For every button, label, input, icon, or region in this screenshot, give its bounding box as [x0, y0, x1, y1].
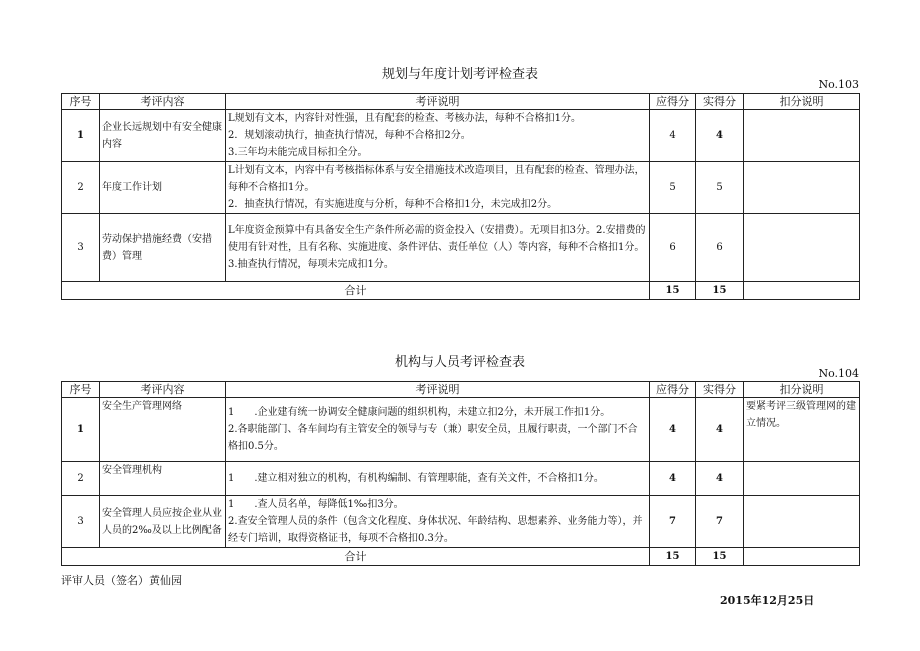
total-label: 合计 [62, 282, 650, 300]
explanation-item: 2．规划滚动执行，抽查执行情况，每种不合格扣2分。 [228, 130, 471, 141]
table1-title: 规划与年度计划考评检查表 [381, 67, 538, 82]
review-date: 2015年12月25日 [720, 594, 815, 607]
explanation-item: 1 .企业建有统一协调安全健康问题的组织机构，未建立扣2分，未开展工作扣1分。 [228, 407, 611, 418]
row-actual-score: 7 [696, 496, 744, 548]
row-actual-score: 5 [696, 162, 744, 214]
row-content: 年度工作计划 [100, 162, 226, 214]
row-due-score: 4 [650, 110, 696, 162]
table2-number: No.104 [818, 367, 859, 380]
row-content: 安全管理人员应按企业从业人员的2‰及以上比例配备 [100, 496, 226, 548]
explanation-item: 2.查安全管理人员的条件（包含文化程度、身体状况、年龄结构、思想素养、业务能力等），并经专门培训，取得资格证书，每项不合格扣0.3分。 [228, 516, 643, 544]
row-due-score: 7 [650, 496, 696, 548]
header-due-score: 应得分 [650, 382, 696, 398]
total-due: 15 [650, 548, 696, 566]
row-due-score: 6 [650, 214, 696, 282]
row-seq: 1 [62, 110, 100, 162]
table-row [62, 496, 860, 548]
row-actual-score: 4 [696, 398, 744, 462]
explanation-item: 2．抽查执行情况，有实施进度与分析，每种不合格扣1分，未完成扣2分。 [228, 199, 558, 210]
header-explanation: 考评说明 [226, 94, 650, 110]
header-content: 考评内容 [100, 94, 226, 110]
row-seq: 2 [62, 462, 100, 496]
reviewer-signature: 评审人员（签名）黄仙园 [61, 574, 182, 587]
explanation-item: 1 .查人员名单，每降低1‰扣3分。 [228, 499, 404, 510]
header-actual-score: 实得分 [696, 94, 744, 110]
row-deduction-note [744, 496, 860, 548]
total-row [62, 548, 860, 566]
table2-header-row [62, 382, 860, 398]
explanation-item: 3.抽查执行情况，每项未完成扣1分。 [228, 259, 394, 270]
table2-title: 机构与人员考评检查表 [394, 355, 525, 370]
explanation-item: 2.各职能部门、各车间均有主管安全的领导与专（兼）职安全员，且履行职责，一个部门不合格扣0.5分。 [228, 424, 638, 452]
table2 [61, 381, 860, 566]
row-actual-score: 4 [696, 110, 744, 162]
table-row [62, 462, 860, 496]
total-note [744, 548, 860, 566]
total-got: 15 [696, 548, 744, 566]
table1-number: No.103 [818, 78, 859, 91]
row-deduction-note [744, 462, 860, 496]
explanation-item: L年度资金预算中有具备安全生产条件所必需的资金投入（安措费）。无项目扣3分。2.安措费的使用有针对性，且有名称、实施进度、条件评估、责任单位（人）等内容，每种不合格扣1分。 [228, 225, 646, 253]
table-row [62, 398, 860, 462]
row-explanation [226, 496, 650, 548]
header-deduction-note: 扣分说明 [744, 382, 860, 398]
row-seq: 3 [62, 496, 100, 548]
row-due-score: 4 [650, 398, 696, 462]
header-due-score: 应得分 [650, 94, 696, 110]
row-due-score: 4 [650, 462, 696, 496]
explanation-item: 3.三年均未能完成目标扣全分。 [228, 147, 368, 158]
header-actual-score: 实得分 [696, 382, 744, 398]
row-seq: 2 [62, 162, 100, 214]
row-content: 劳动保护措施经费（安措费）管理 [100, 214, 226, 282]
explanation-item: L计划有文本，内容中有考核指标体系与安全措施技术改造项目，且有配套的检查、管理办法，每种不合格扣1分。 [228, 165, 645, 193]
row-due-score: 5 [650, 162, 696, 214]
row-actual-score: 4 [696, 462, 744, 496]
row-actual-score: 6 [696, 214, 744, 282]
total-label: 合计 [62, 548, 650, 566]
row-explanation [226, 398, 650, 462]
table2-section [61, 0, 859, 570]
header-content: 考评内容 [100, 382, 226, 398]
explanation-item: L规划有文本，内容针对性强，且有配套的检查、考核办法，每种不合格扣1分。 [228, 113, 582, 124]
header-deduction-note: 扣分说明 [744, 94, 860, 110]
header-explanation: 考评说明 [226, 382, 650, 398]
total-got: 15 [696, 282, 744, 300]
row-content: 安全管理机构 [100, 462, 226, 496]
row-content: 企业长远规划中有安全健康内容 [100, 110, 226, 162]
row-seq: 3 [62, 214, 100, 282]
row-explanation [226, 462, 650, 496]
total-due: 15 [650, 282, 696, 300]
row-deduction-note: 要紧考评三级管理网的建立情况。 [744, 398, 860, 462]
header-seq: 序号 [62, 94, 100, 110]
row-content: 安全生产管理网络 [100, 398, 226, 462]
header-seq: 序号 [62, 382, 100, 398]
explanation-item: 1 .建立相对独立的机构，有机构编制、有管理职能，查有关文件，不合格扣1分。 [228, 473, 604, 484]
row-seq: 1 [62, 398, 100, 462]
